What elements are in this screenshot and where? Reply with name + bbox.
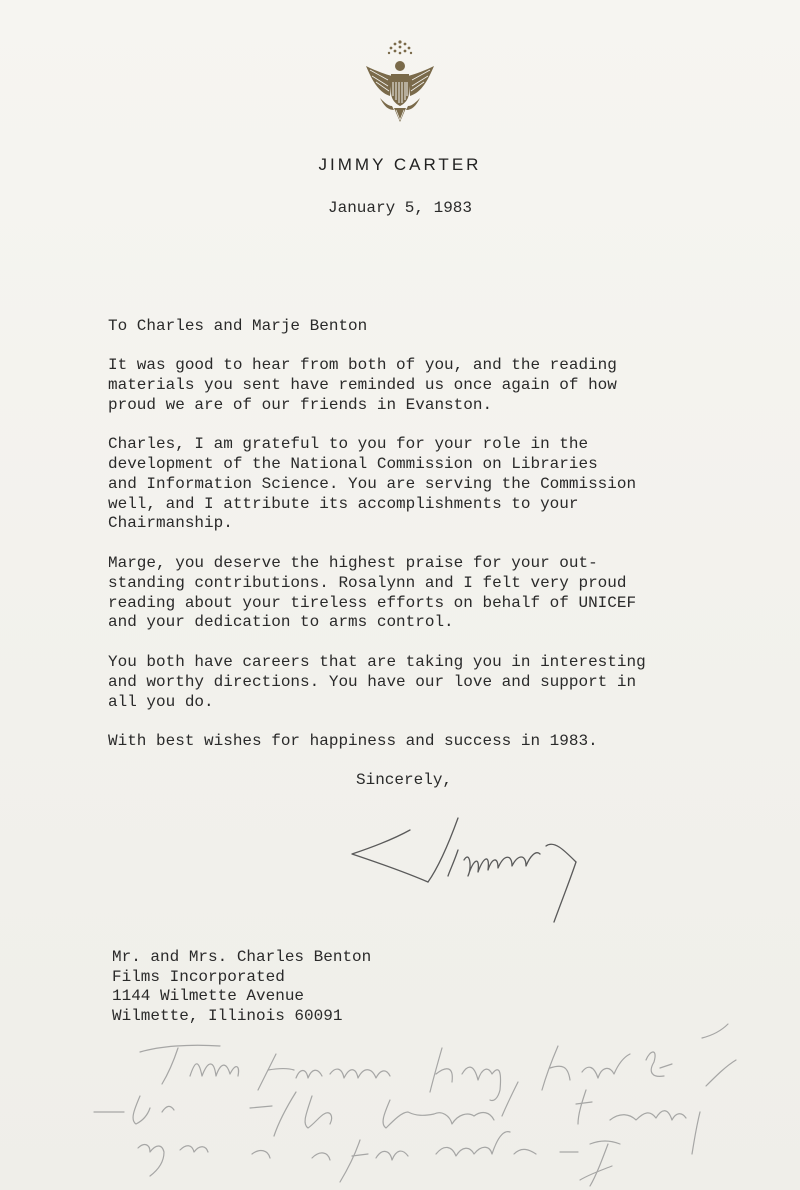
address-line: Films Incorporated: [112, 967, 285, 986]
paragraph: Marge, you deserve the highest praise for your out- standing contributions. Rosalynn and I felt very proud reading about your tireless efforts on behalf of UNICEF and your dedication to arms control.: [108, 553, 637, 632]
salutation: To Charles and Marje Benton: [108, 317, 368, 335]
closing: Sincerely,: [356, 771, 453, 789]
letter-body: [108, 356, 728, 772]
letter-date: January 5, 1983: [327, 199, 473, 217]
paragraph: You both have careers that are taking you in interesting and worthy directions. You have our love and support in all you do.: [108, 652, 646, 711]
letterhead-name: JIMMY CARTER: [318, 155, 482, 174]
handwritten-note: [90, 1020, 750, 1190]
address-line: 1144 Wilmette Avenue: [112, 987, 305, 1006]
handwritten-signature: [340, 810, 600, 930]
paragraph: With best wishes for happiness and success in 1983.: [108, 732, 598, 751]
address-line: Wilmette, Illinois 60091: [112, 1007, 343, 1026]
recipient-address: [112, 948, 371, 1027]
paragraph: Charles, I am grateful to you for your role in the development of the National Commission on Libraries and Information Science. You are serving the Commission well, and I attribute its accomplishments to your Chairmanship.: [108, 435, 637, 533]
paragraph: It was good to hear from both of you, and the reading materials you sent have reminded us once again of how proud we are of our friends in Evanston.: [108, 356, 617, 414]
presidential-eagle-seal-icon: [358, 36, 442, 128]
address-line: Mr. and Mrs. Charles Benton: [112, 948, 372, 966]
